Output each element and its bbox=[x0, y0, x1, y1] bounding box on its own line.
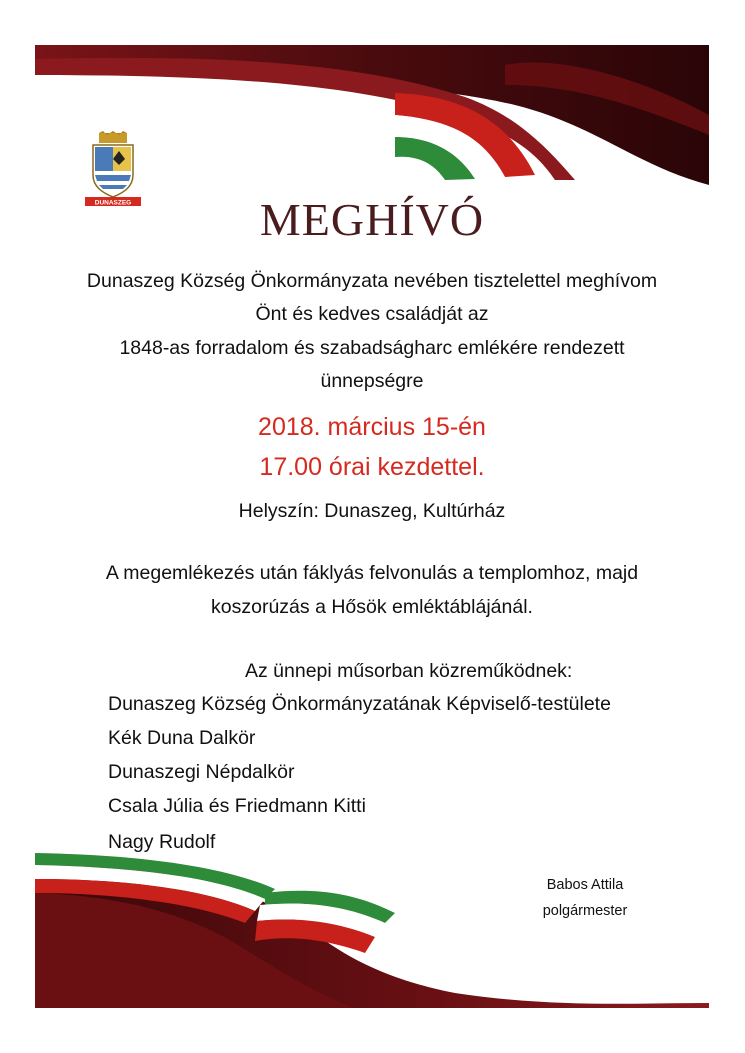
event-time: 17.00 órai kezdettel. bbox=[259, 453, 485, 481]
crest-label: DUNASZEG bbox=[94, 199, 132, 207]
performer-item: Dunaszeg Község Önkormányzatának Képviselő-testülete bbox=[108, 693, 611, 715]
performer-item: Dunaszegi Népdalkör bbox=[108, 761, 295, 783]
event-date: 2018. március 15-én bbox=[258, 413, 486, 441]
intro-line-1: Dunaszeg Község Önkormányzata nevében tisztelettel meghívom bbox=[86, 270, 658, 292]
event-location: Helyszín: Dunaszeg, Kultúrház bbox=[238, 500, 506, 522]
program-line-1: A megemlékezés után fáklyás felvonulás a templomhoz, majd bbox=[105, 562, 639, 584]
invitation-poster bbox=[35, 45, 709, 1008]
performers-heading: Az ünnepi műsorban közreműködnek: bbox=[245, 660, 573, 682]
performer-item: Kék Duna Dalkör bbox=[108, 727, 256, 749]
signature-role: polgármester bbox=[542, 903, 628, 919]
intro-line-3: 1848-as forradalom és szabadságharc emlékére rendezett bbox=[119, 337, 625, 359]
intro-line-4: ünnepségre bbox=[320, 370, 424, 392]
page-title: MEGHÍVÓ bbox=[259, 194, 485, 245]
intro-line-2: Önt és kedves családját az bbox=[255, 303, 489, 325]
performer-item: Csala Júlia és Friedmann Kitti bbox=[108, 795, 366, 817]
signature-name: Babos Attila bbox=[546, 877, 624, 893]
performer-item: Nagy Rudolf bbox=[108, 831, 216, 853]
program-line-2: koszorúzás a Hősök emléktáblájánál. bbox=[211, 596, 533, 618]
